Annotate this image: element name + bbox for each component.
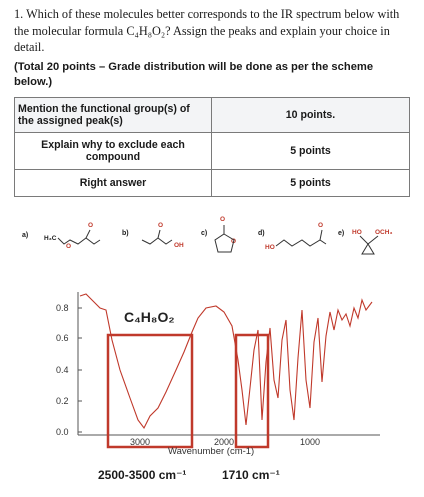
molecule-options [0,216,424,262]
molecule-b-oh: OH [174,242,184,249]
question-text: 1. Which of these molecules better corresponds to the IR spectrum below with the molecular formula C₄H₈O₂? Assign the peaks and explain your choice in detail. [14,7,400,54]
x-axis-label: Wavenumber (cm-1) [168,446,255,457]
formula-label: C₄H₈O₂ [124,309,175,325]
points-cell: 5 points [212,133,410,170]
ir-spectrum [0,270,424,470]
criterion-cell: Right answer [15,170,212,197]
y-tick-label: 0.2 [56,396,69,406]
molecule-c-ring-o: O [231,238,237,245]
y-tick-label: 0.6 [56,333,69,343]
highlight-box-oh [108,335,192,447]
molecule-e-och3: OCH₃ [375,229,393,236]
y-tick-label: 0.4 [56,365,69,375]
x-tick-label: 3000 [130,437,151,447]
highlight-box-carbonyl [236,335,268,447]
x-tick-label: 1000 [300,437,321,447]
range-label-oh: 2500-3500 cm⁻¹ [98,468,187,482]
molecule-e-label: e) [338,230,345,237]
grading-table [14,97,410,197]
x-tick-label: 2000 [214,437,235,447]
y-tick-label: 0.8 [56,303,69,313]
molecule-c-label: c) [201,230,208,237]
molecule-a-label: a) [22,232,29,239]
molecule-a-oxygen2: O [88,222,94,229]
grading-row [15,98,410,133]
molecule-d-label: d) [258,230,265,237]
molecule-b-label: b) [122,230,129,237]
criterion-cell: Explain why to exclude each compound [15,133,212,170]
criterion-cell: Mention the functional group(s) of the assigned peak(s) [15,98,212,133]
range-label-carbonyl: 1710 cm⁻¹ [222,468,280,482]
molecule-e-ho: HO [352,229,362,236]
molecule-d-ho: HO [265,244,275,251]
grading-row [15,170,410,197]
grading-note: (Total 20 points – Grade distribution will be done as per the scheme below.) [14,61,374,88]
molecule-a-ch3: H₃C [44,235,57,242]
molecule-a-oxygen: O [66,243,72,250]
points-cell: 5 points [212,170,410,197]
molecule-d-oxygen: O [318,222,324,229]
points-cell: 10 points. [212,98,410,133]
molecule-structures [0,222,424,262]
y-tick-label: 0.0 [56,427,69,437]
molecule-b-oxygen: O [158,222,164,229]
molecule-c-carbonyl-o: O [220,216,226,223]
grading-row [15,133,410,170]
